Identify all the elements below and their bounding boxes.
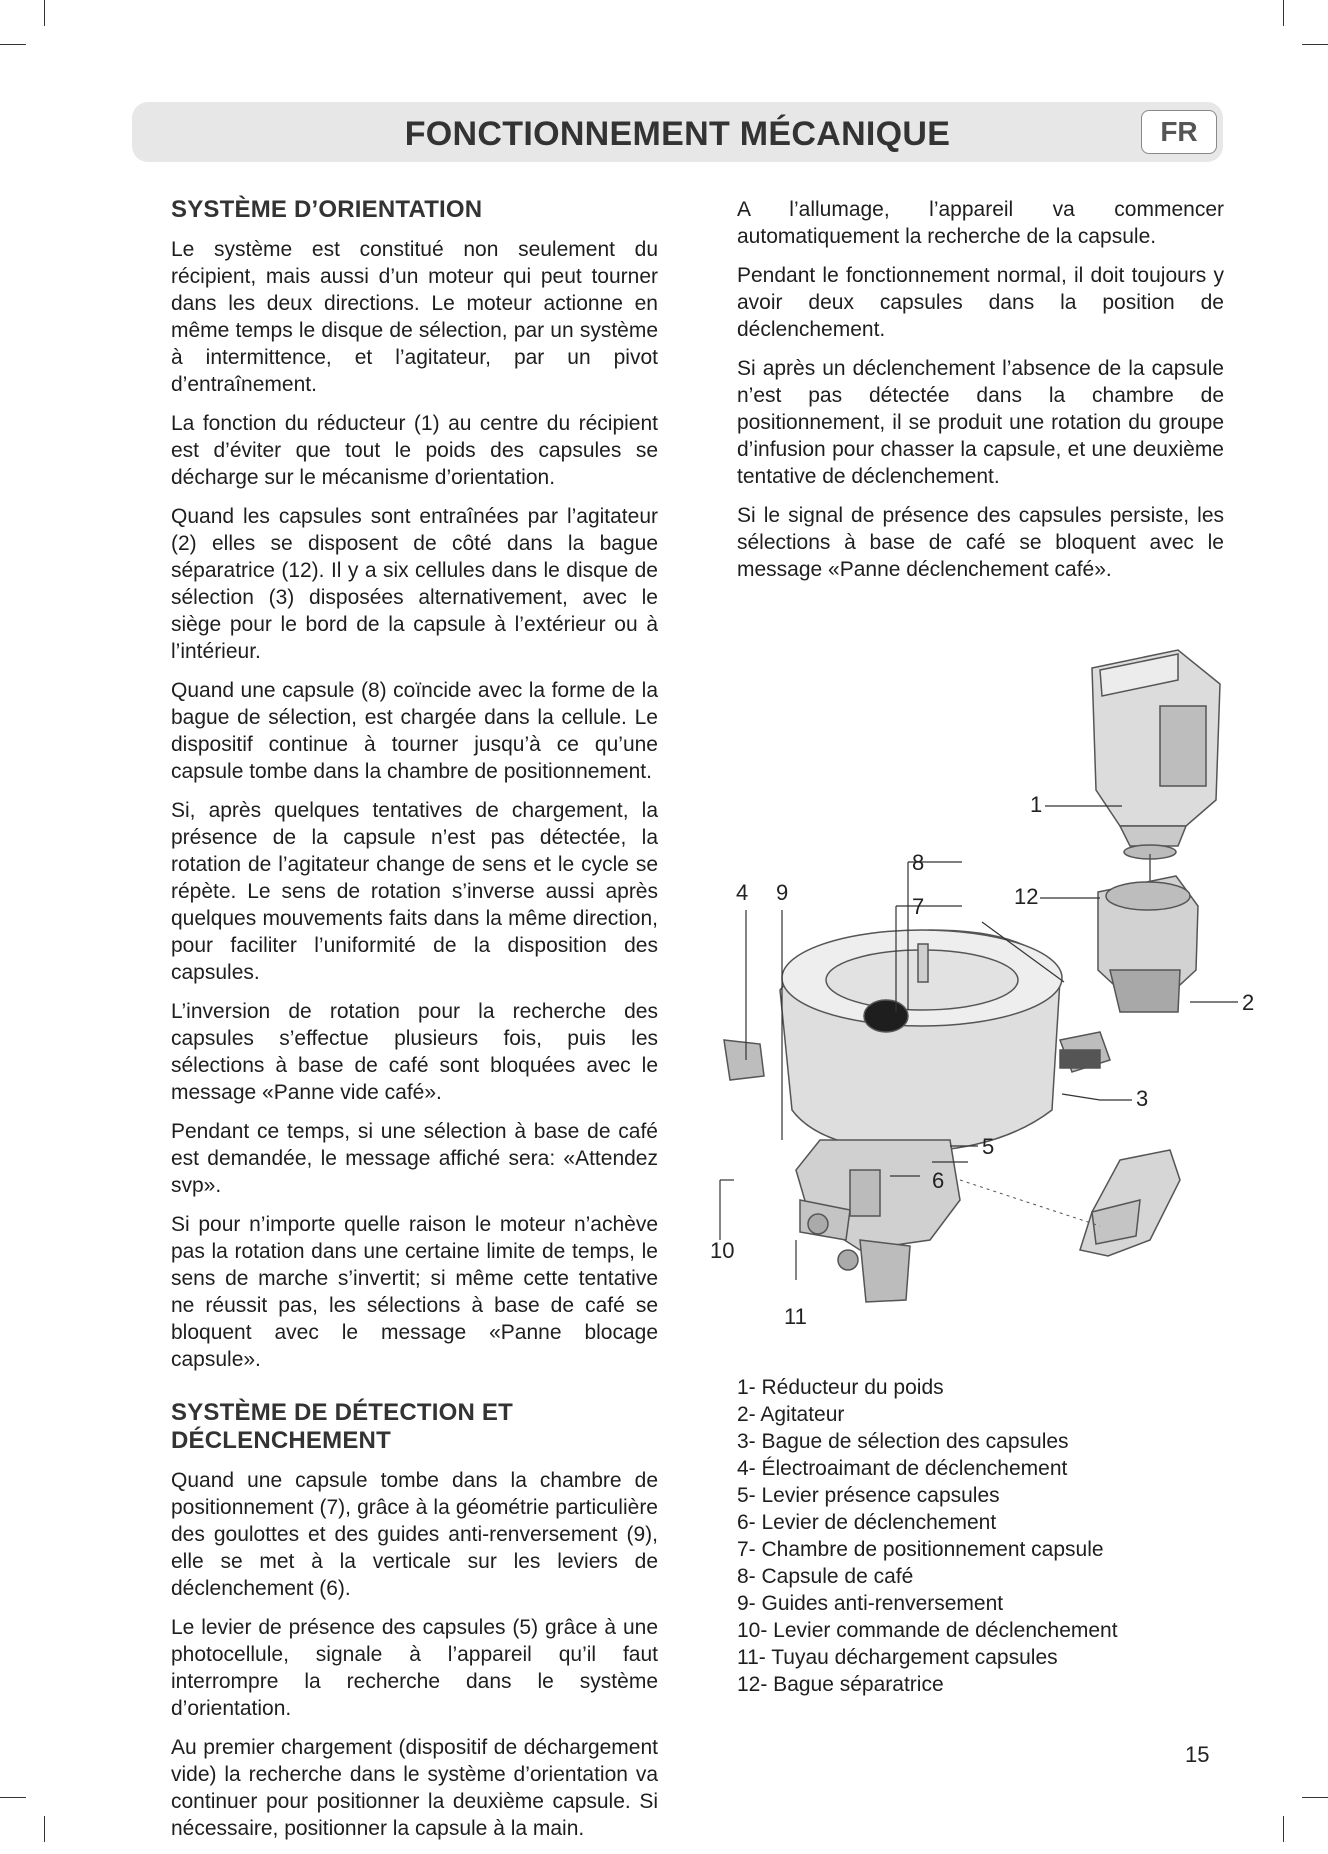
legend-item: 5- Levier présence capsules — [737, 1484, 1000, 1507]
mechanism-drawing — [700, 640, 1260, 1340]
callout-2: 2 — [1242, 990, 1255, 1015]
left-column — [171, 196, 658, 1854]
legend-item: 1- Réducteur du poids — [737, 1376, 944, 1399]
paragraph: Pendant ce temps, si une sélection à base de café est demandée, le message affiché sera: «Attendez svp». — [171, 1120, 658, 1197]
right-column — [737, 196, 1224, 595]
legend-item: 10- Levier commande de déclenchement — [737, 1619, 1118, 1642]
paragraph: Pendant le fonctionnement normal, il doit toujours y avoir deux capsules dans la position de déclenchement. — [737, 264, 1224, 341]
paragraph: Si le signal de présence des capsules persiste, les sélections à base de café se bloquent avec le message «Panne déclenchement café». — [737, 504, 1224, 581]
legend-item: 9- Guides anti-renversement — [737, 1592, 1004, 1615]
mechanism-illustration — [700, 640, 1260, 1340]
paragraph: Si, après quelques tentatives de chargement, la présence de la capsule n’est pas détectée, la rotation de l’agitateur change de sens et le cycle se répète. Le sens de rotation s’inverse aussi après quelques mouvements faits dans la même direction, pour faciliter l’uniformité de la disposition des capsules. — [171, 799, 658, 984]
callout-3: 3 — [1136, 1086, 1149, 1111]
callout-11: 11 — [784, 1304, 807, 1329]
legend-item: 11- Tuyau déchargement capsules — [737, 1646, 1058, 1669]
paragraph: Le système est constitué non seulement du récipient, mais aussi d’un moteur qui peut tourner dans les deux directions. Le moteur actionne en même temps le disque de sélection, par un système à intermittence, et l’agitateur, par un pivot d’entraînement. — [171, 238, 658, 396]
crop-mark — [0, 44, 26, 45]
callout-12: 12 — [1014, 884, 1039, 909]
section-title-orientation: SYSTÈME D’ORIENTATION — [171, 196, 483, 223]
header-bar — [132, 102, 1223, 162]
legend-item: 12- Bague séparatrice — [737, 1673, 944, 1696]
paragraph: Quand une capsule (8) coïncide avec la forme de la bague de sélection, est chargée dans la cellule. Le dispositif continue à tourner jusqu’à ce qu’une capsule tombe dans la chambre de positionnement. — [171, 679, 658, 783]
callout-9: 9 — [776, 880, 789, 905]
paragraph: Si pour n’importe quelle raison le moteur n’achève pas la rotation dans une certaine limite de temps, le sens de marche s’invertit; si même cette tentative ne réussit pas, les sélections à base de café se bloquent avec le message «Panne blocage capsule». — [171, 1213, 658, 1371]
crop-mark — [44, 0, 45, 26]
page-title: FONCTIONNEMENT MÉCANIQUE — [404, 115, 951, 153]
callout-4: 4 — [736, 880, 749, 905]
legend-item: 3- Bague de sélection des capsules — [737, 1430, 1069, 1453]
paragraph: Quand une capsule tombe dans la chambre de positionnement (7), grâce à la géométrie particulière des goulottes et des guides anti-renversement (9), elle se met à la verticale sur les leviers de déclenchement (6). — [171, 1469, 658, 1600]
legend-item: 4- Électroaimant de déclenchement — [737, 1457, 1068, 1480]
crop-mark — [0, 1797, 26, 1798]
crop-mark — [44, 1816, 45, 1842]
crop-mark — [1302, 44, 1328, 45]
paragraph: A l’allumage, l’appareil va commencer automatiquement la recherche de la capsule. — [737, 198, 1224, 248]
legend-item: 8- Capsule de café — [737, 1565, 914, 1588]
paragraph: Si après un déclenchement l’absence de la capsule n’est pas détectée dans la chambre de positionnement, il se produit une rotation du groupe d’infusion pour chasser la capsule, et une deuxième tentative de déclenchement. — [737, 357, 1224, 488]
crop-mark — [1283, 0, 1284, 26]
legend-item: 6- Levier de déclenchement — [737, 1511, 997, 1534]
legend-item: 7- Chambre de positionnement capsule — [737, 1538, 1104, 1561]
paragraph: Quand les capsules sont entraînées par l’agitateur (2) elles se disposent de côté dans la bague séparatrice (12). Il y a six cellules dans le disque de sélection (3) disposées alternativement, avec le siège pour le bord de la capsule à l’extérieur ou à l’intérieur. — [171, 505, 658, 663]
paragraph: Le levier de présence des capsules (5) grâce à une photocellule, signale à l’appareil qu’il faut interrompre la recherche dans le système d’orientation. — [171, 1616, 658, 1720]
paragraph: La fonction du réducteur (1) au centre du récipient est d’éviter que tout le poids des capsules se décharge sur le mécanisme d’orientation. — [171, 412, 658, 489]
callout-10: 10 — [710, 1238, 735, 1263]
crop-mark — [1283, 1816, 1284, 1842]
section-title-detection: SYSTÈME DE DÉTECTION ET DÉCLENCHEMENT — [171, 1399, 513, 1454]
legend-item: 2- Agitateur — [737, 1403, 845, 1426]
paragraph: L’inversion de rotation pour la recherche des capsules s’effectue plusieurs fois, puis les sélections à base de café sont bloquées avec le message «Panne vide café». — [171, 1000, 658, 1104]
page-number: 15 — [1185, 1742, 1210, 1767]
paragraph: Au premier chargement (dispositif de déchargement vide) la recherche dans le système d’orientation va continuer pour positionner la deuxième capsule. Si nécessaire, positionner la capsule à la main. — [171, 1736, 658, 1840]
callout-7: 7 — [912, 894, 925, 919]
callout-1: 1 — [1030, 792, 1043, 817]
crop-mark — [1302, 1797, 1328, 1798]
callout-5: 5 — [982, 1134, 995, 1159]
language-badge: FR — [1141, 110, 1217, 154]
callout-8: 8 — [912, 850, 925, 875]
figure-legend — [737, 1374, 1297, 1698]
callout-6: 6 — [932, 1168, 945, 1193]
